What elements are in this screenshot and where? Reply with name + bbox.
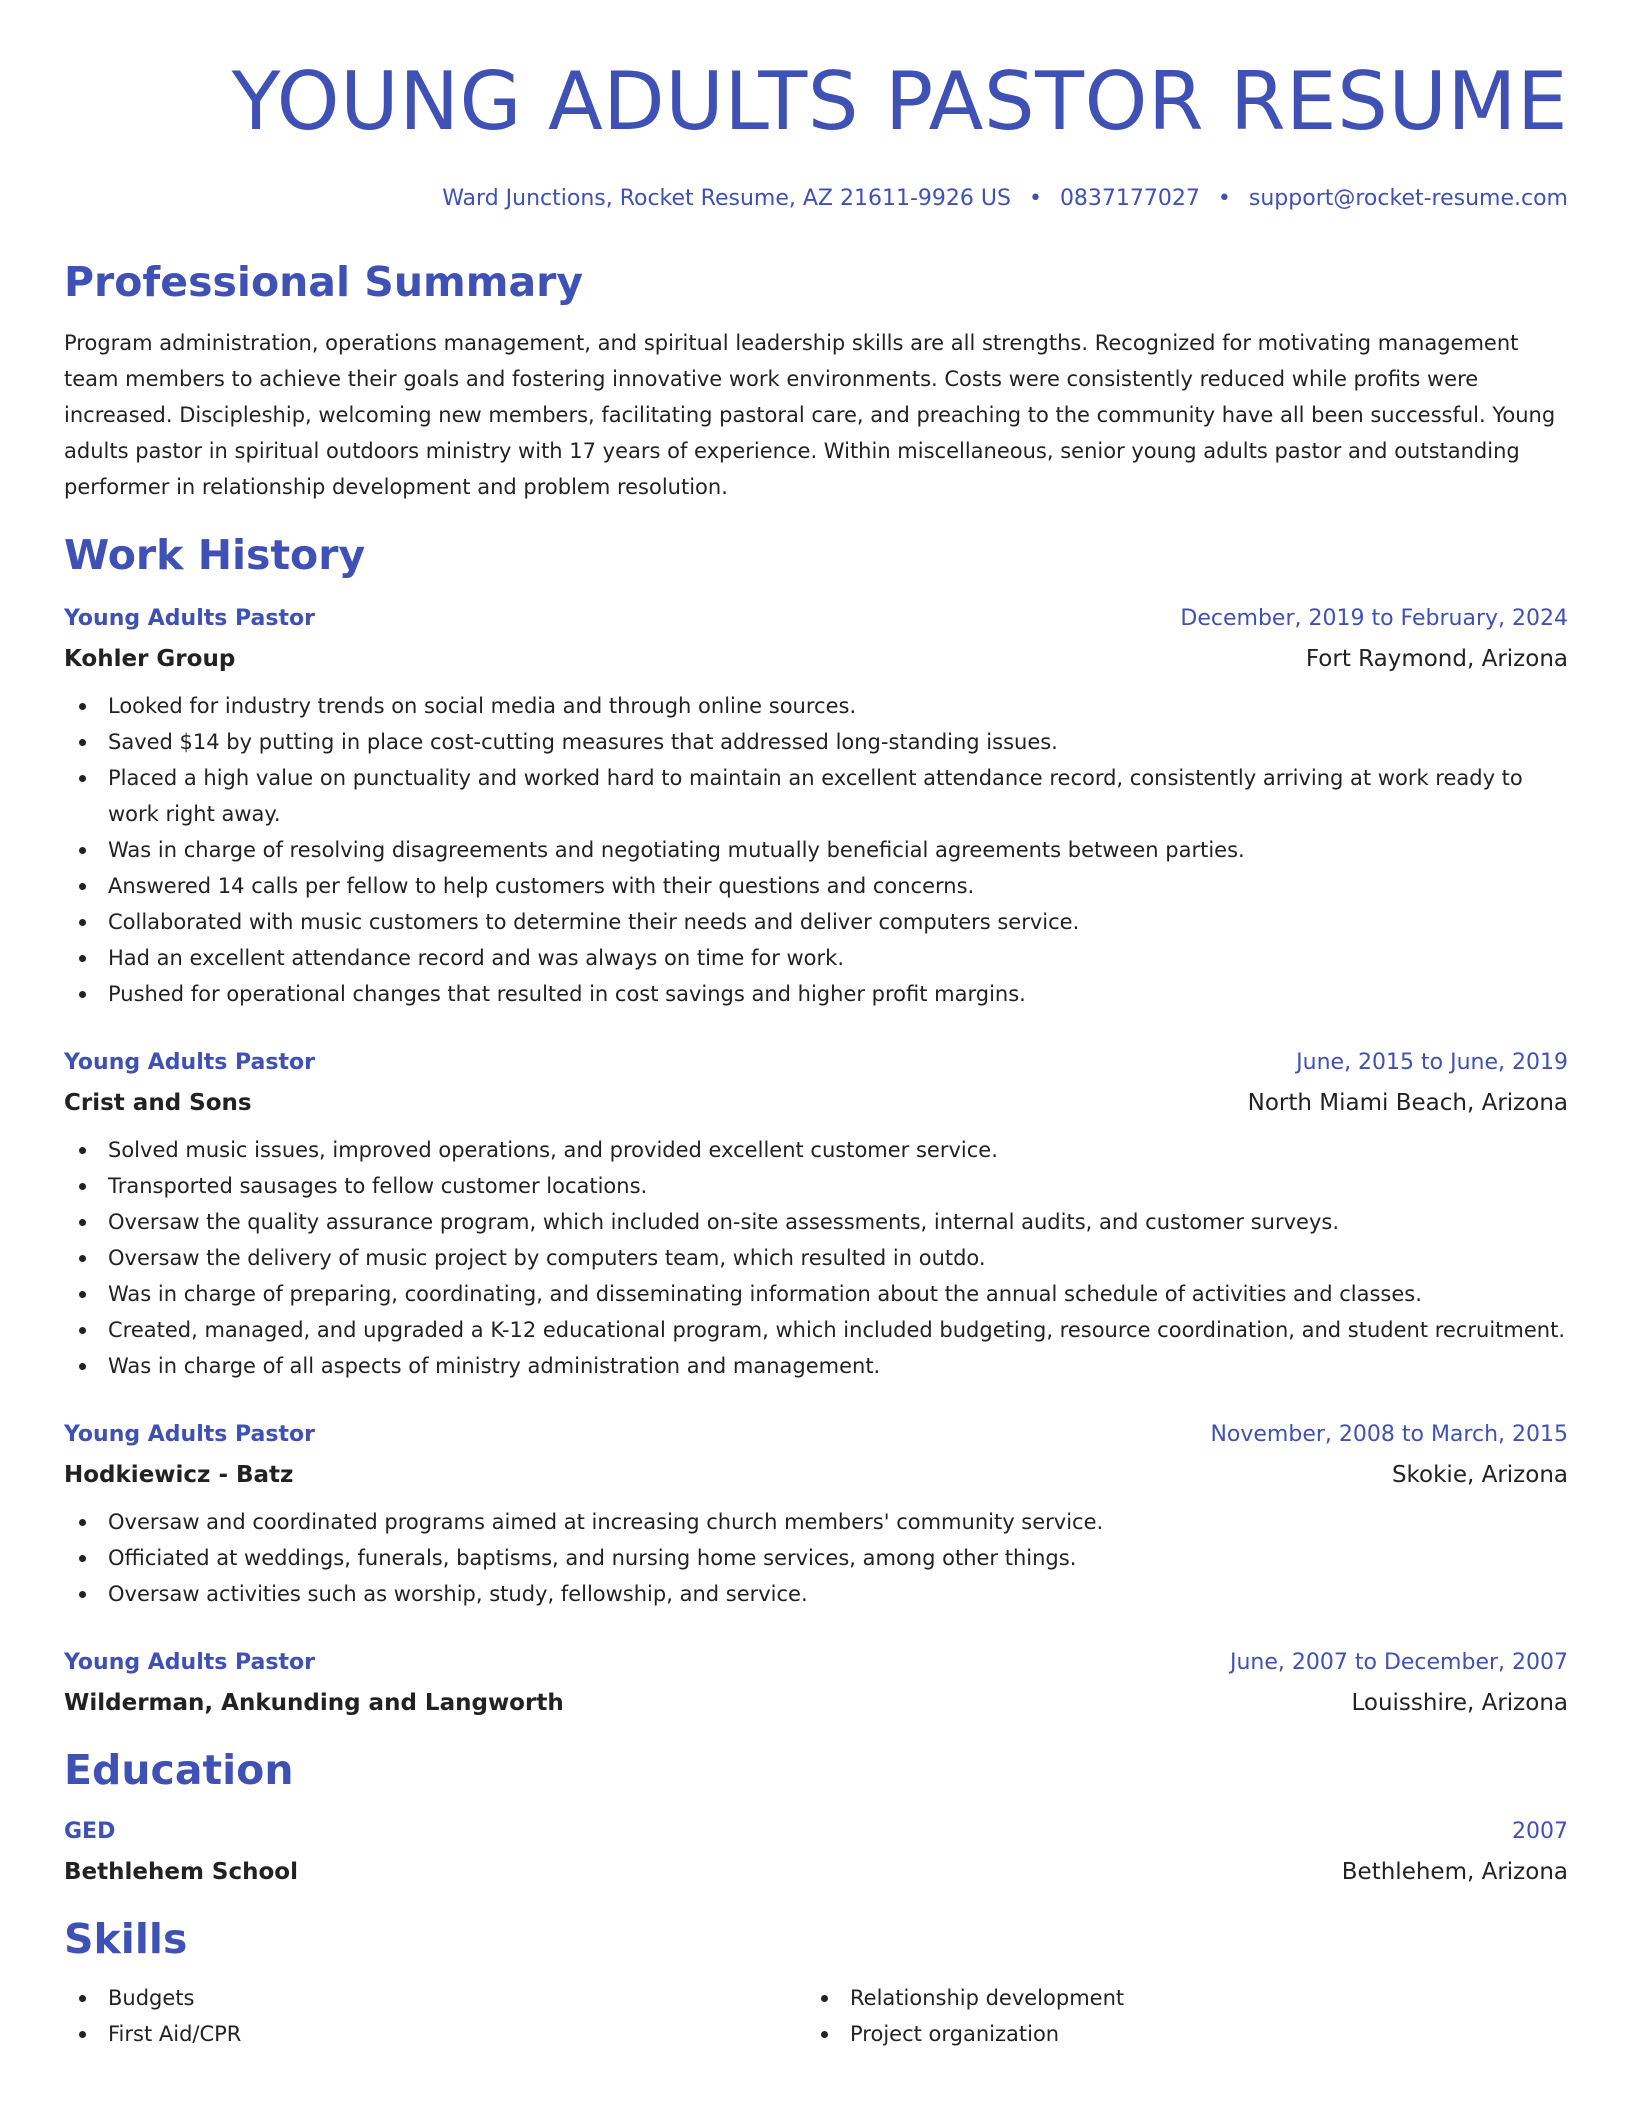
bullet-dot-icon	[79, 1219, 86, 1226]
company-row	[64, 1688, 1568, 1718]
job-bullet: Was in charge of preparing, coordinating, and disseminating information about the annual schedule of activities and classes.	[64, 1276, 1568, 1312]
job-bullet: Was in charge of resolving disagreements and negotiating mutually beneficial agreements between parties.	[64, 832, 1568, 868]
job-dates: June, 2007 to December, 2007	[1229, 1650, 1568, 1676]
job-dates: November, 2008 to March, 2015	[1210, 1422, 1568, 1448]
company-name: Wilderman, Ankunding and Langworth	[64, 1690, 564, 1717]
bullet-dot-icon	[79, 1183, 86, 1190]
job-bullet: Solved music issues, improved operations, and provided excellent customer service.	[64, 1132, 1568, 1168]
bullet-dot-icon	[821, 2031, 828, 2038]
job-entry	[64, 1420, 1568, 1612]
summary-text: Program administration, operations management, and spiritual leadership skills are all strengths. Recognized for motivating management team members to achieve their goals and fostering innovative work environments. Costs were consistently reduced while profits were increased. Discipleship, welcoming new members, facilitating pastoral care, and preaching to the community have all been successful. Young adults pastor in spiritual outdoors ministry with 17 years of experience. Within miscellaneous, senior young adults pastor and outstanding performer in relationship development and problem resolution.	[64, 331, 1556, 500]
contact-separator: •	[1217, 186, 1231, 211]
job-bullet: Collaborated with music customers to determine their needs and deliver computers service.	[64, 904, 1568, 940]
contact-line	[64, 184, 1568, 214]
job-bullet: Officiated at weddings, funerals, baptisms, and nursing home services, among other things.	[64, 1540, 1568, 1576]
job-bullets	[64, 1132, 1568, 1384]
skill-item: First Aid/CPR	[64, 2016, 806, 2052]
job-bullet: Oversaw the quality assurance program, which included on-site assessments, internal audits, and customer surveys.	[64, 1204, 1568, 1240]
bullet-dot-icon	[79, 703, 86, 710]
job-bullet: Saved $14 by putting in place cost-cutting measures that addressed long-standing issues.	[64, 724, 1568, 760]
job-location: Fort Raymond, Arizona	[1305, 646, 1568, 673]
job-bullet: Placed a high value on punctuality and worked hard to maintain an excellent attendance record, consistently arriving at work ready to work right away.	[64, 760, 1568, 832]
resume-title: YOUNG ADULTS PASTOR RESUME	[231, 55, 1568, 148]
skills-list	[806, 1980, 1548, 2052]
contact-phone: 0837177027	[1059, 186, 1200, 211]
job-entry	[64, 1648, 1568, 1718]
bullet-dot-icon	[79, 1591, 86, 1598]
job-title-row	[64, 1420, 1568, 1450]
bullet-dot-icon	[79, 775, 86, 782]
company-name: Kohler Group	[64, 646, 236, 673]
job-bullet: Had an excellent attendance record and was always on time for work.	[64, 940, 1568, 976]
job-bullet: Looked for industry trends on social media and through online sources.	[64, 688, 1568, 724]
job-title-row	[64, 604, 1568, 634]
education-heading: Education	[64, 1746, 294, 1795]
bullet-dot-icon	[79, 739, 86, 746]
bullet-dot-icon	[79, 1519, 86, 1526]
company-name: Hodkiewicz - Batz	[64, 1462, 294, 1489]
job-bullet: Answered 14 calls per fellow to help customers with their questions and concerns.	[64, 868, 1568, 904]
bullet-dot-icon	[79, 1327, 86, 1334]
contact-address: Ward Junctions, Rocket Resume, AZ 21611-9926 US	[442, 186, 1011, 211]
job-dates: December, 2019 to February, 2024	[1180, 606, 1568, 632]
skill-item: Relationship development	[806, 1980, 1548, 2016]
school-location: Bethlehem, Arizona	[1341, 1859, 1568, 1886]
job-dates: June, 2015 to June, 2019	[1296, 1050, 1568, 1076]
company-row	[64, 1460, 1568, 1490]
job-bullet: Pushed for operational changes that resulted in cost savings and higher profit margins.	[64, 976, 1568, 1012]
degree-row	[64, 1817, 1568, 1847]
bullet-dot-icon	[79, 2031, 86, 2038]
bullet-dot-icon	[79, 1291, 86, 1298]
contact-email[interactable]: support@rocket-resume.com	[1248, 186, 1568, 211]
bullet-dot-icon	[79, 1555, 86, 1562]
company-row	[64, 644, 1568, 674]
job-bullets	[64, 688, 1568, 1012]
job-bullet: Transported sausages to fellow customer locations.	[64, 1168, 1568, 1204]
summary-heading: Professional Summary	[64, 258, 584, 306]
job-title: Young Adults Pastor	[64, 606, 315, 632]
resume-page	[64, 0, 1568, 2052]
job-entry	[64, 1048, 1568, 1384]
degree: GED	[64, 1819, 116, 1845]
job-bullets	[64, 1504, 1568, 1612]
bullet-dot-icon	[79, 883, 86, 890]
contact-separator: •	[1028, 186, 1042, 211]
bullet-dot-icon	[79, 1995, 86, 2002]
job-title: Young Adults Pastor	[64, 1050, 315, 1076]
job-title: Young Adults Pastor	[64, 1650, 315, 1676]
bullet-dot-icon	[79, 1147, 86, 1154]
job-bullet: Oversaw activities such as worship, study, fellowship, and service.	[64, 1576, 1568, 1612]
school-row	[64, 1857, 1568, 1887]
job-location: Louisshire, Arizona	[1351, 1690, 1568, 1717]
bullet-dot-icon	[79, 955, 86, 962]
bullet-dot-icon	[79, 919, 86, 926]
job-bullet: Oversaw the delivery of music project by computers team, which resulted in outdo.	[64, 1240, 1568, 1276]
job-location: North Miami Beach, Arizona	[1247, 1090, 1568, 1117]
graduation-year: 2007	[1512, 1819, 1568, 1845]
education-entry	[64, 1817, 1568, 1887]
job-location: Skokie, Arizona	[1391, 1462, 1568, 1489]
skills-list	[64, 1980, 806, 2052]
job-title: Young Adults Pastor	[64, 1422, 315, 1448]
job-entry	[64, 604, 1568, 1012]
job-bullet: Created, managed, and upgraded a K-12 educational program, which included budgeting, resource coordination, and student recruitment.	[64, 1312, 1568, 1348]
bullet-dot-icon	[79, 991, 86, 998]
skills-column-left	[64, 1980, 806, 2052]
bullet-dot-icon	[79, 847, 86, 854]
skills-grid	[64, 1980, 1568, 2052]
bullet-dot-icon	[79, 1363, 86, 1370]
skill-item: Budgets	[64, 1980, 806, 2016]
job-bullet: Was in charge of all aspects of ministry administration and management.	[64, 1348, 1568, 1384]
skill-item: Project organization	[806, 2016, 1548, 2052]
company-row	[64, 1088, 1568, 1118]
job-bullet: Oversaw and coordinated programs aimed at increasing church members' community service.	[64, 1504, 1568, 1540]
job-title-row	[64, 1048, 1568, 1078]
school-name: Bethlehem School	[64, 1859, 298, 1886]
skills-column-right	[806, 1980, 1548, 2052]
company-name: Crist and Sons	[64, 1090, 252, 1117]
work-history-heading: Work History	[64, 531, 366, 580]
bullet-dot-icon	[79, 1255, 86, 1262]
bullet-dot-icon	[821, 1995, 828, 2002]
job-title-row	[64, 1648, 1568, 1678]
skills-heading: Skills	[64, 1915, 188, 1964]
